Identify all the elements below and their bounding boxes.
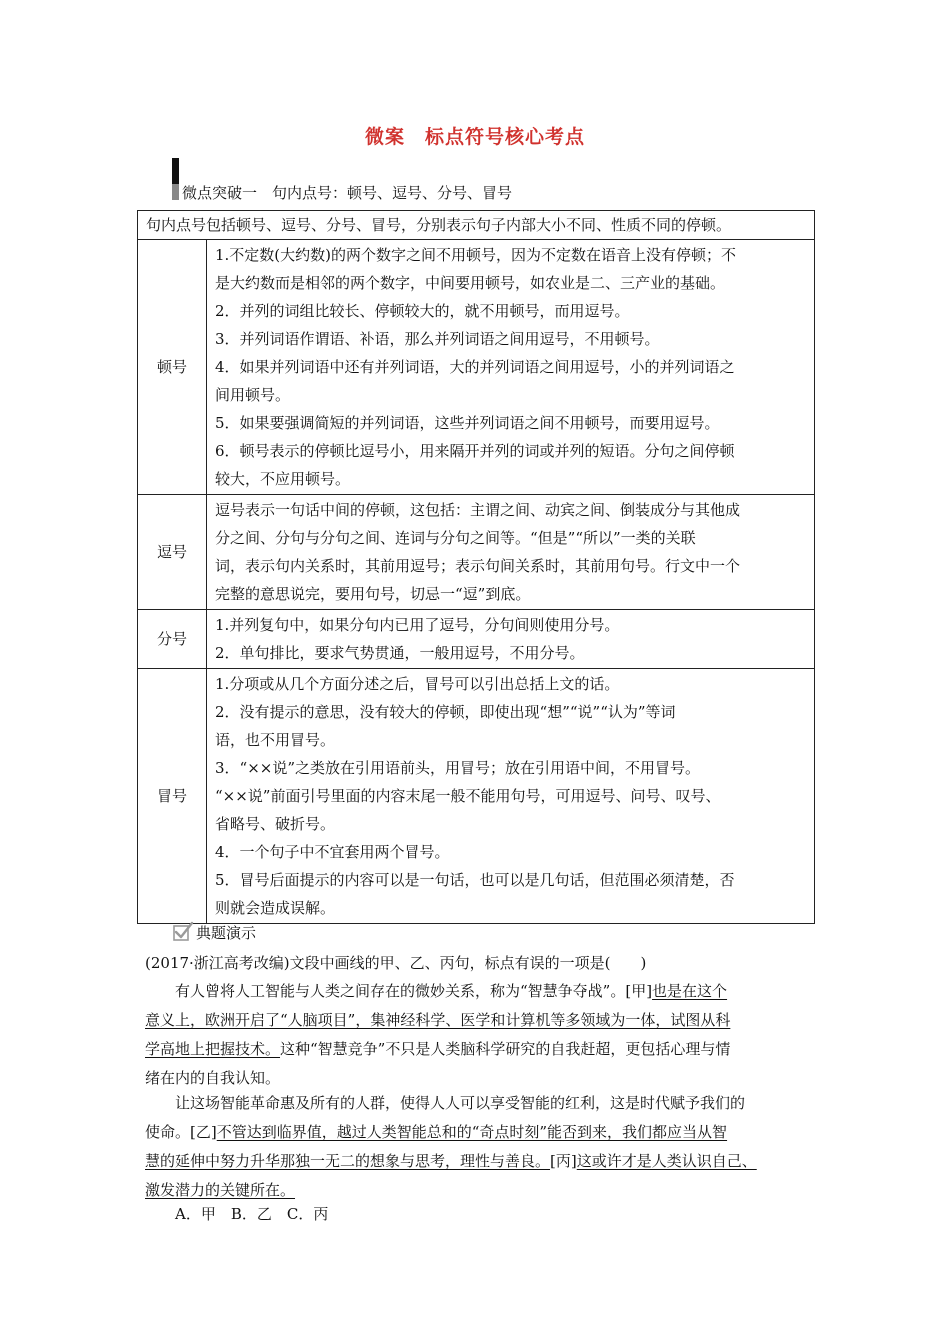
- demo-heading: [172, 921, 256, 943]
- passage-paragraph-1: [145, 977, 835, 1093]
- table-row: [138, 669, 815, 924]
- content-line: 则就会造成误解。: [215, 899, 336, 917]
- passage-line: [145, 1147, 835, 1176]
- row-label-maohao: 冒号: [138, 669, 207, 924]
- passage-line: [145, 1118, 835, 1147]
- table-row: [138, 610, 815, 669]
- underlined-sentence-yi: 慧的延伸中努力升华那独一无二的想象与思考，理性与善良。: [145, 1152, 551, 1170]
- content-line: 词，表示句内关系时，其前用逗号；表示句间关系时，其前用句号。行文中一个: [215, 557, 741, 575]
- passage-text: 绪在内的自我认知。: [145, 1069, 281, 1087]
- content-line: 省略号、破折号。: [215, 815, 336, 833]
- content-line: 3．并列词语作谓语、补语，那么并列词语之间用逗号，不用顿号。: [215, 330, 660, 348]
- content-line: 分之间、分句与分句之间、连词与分句之间等。“但是”“所以”一类的关联: [215, 529, 696, 547]
- content-line: 逗号表示一句话中间的停顿，这包括：主谓之间、动宾之间、倒装成分与其他成: [215, 501, 741, 519]
- demo-heading-text: 典题演示: [196, 923, 257, 942]
- page-title: 微案 标点符号核心考点: [364, 126, 585, 148]
- content-line: 是大约数而是相邻的两个数字，中间要用顿号，如农业是二、三产业的基础。: [215, 274, 726, 292]
- passage-line: [145, 977, 835, 1006]
- question-stem: (2017·浙江高考改编)文段中画线的甲、乙、丙句，标点有误的一项是( ): [145, 954, 647, 972]
- underlined-sentence-bing: 激发潜力的关键所在。: [145, 1181, 296, 1199]
- row-content-douhao: [207, 495, 815, 610]
- content-line: 完整的意思说完，要用句号，切忌一“逗”到底。: [215, 585, 531, 603]
- passage-text: 有人曾将人工智能与人类之间存在的微妙关系，称为“智慧争夺战”。[甲]: [175, 982, 653, 1000]
- content-line: 语，也不用冒号。: [215, 731, 336, 749]
- section-marker-icon: [172, 158, 179, 200]
- passage-text: [丙]: [550, 1152, 577, 1170]
- content-line: 1.并列复句中，如果分句内已用了逗号，分句间则使用分号。: [215, 616, 620, 634]
- underlined-sentence-jia: 意义上，欧洲开启了“人脑项目”，集神经科学、医学和计算机等多领域为一体，试图从科: [145, 1011, 731, 1029]
- underlined-sentence-jia: 也是在这个: [652, 982, 728, 1000]
- content-line: 2．并列的词组比较长、停顿较大的，就不用顿号，而用逗号。: [215, 302, 630, 320]
- content-line: 5．冒号后面提示的内容可以是一句话，也可以是几句话，但范围必须清楚，否: [215, 871, 735, 889]
- row-label-fenhao: 分号: [138, 610, 207, 669]
- table-row: [138, 240, 815, 495]
- passage-text: 让这场智能革命惠及所有的人群，使得人人可以享受智能的红利，这是时代赋予我们的: [175, 1094, 746, 1112]
- content-line: 4．一个句子中不宜套用两个冒号。: [215, 843, 450, 861]
- content-line: 较大，不应用顿号。: [215, 470, 351, 488]
- content-line: 1.分项或从几个方面分述之后，冒号可以引出总括上文的话。: [215, 675, 620, 693]
- content-line: 2．没有提示的意思，没有较大的停顿，即使出现“想”“说”“认为”等词: [215, 703, 676, 721]
- passage-line: [145, 1089, 835, 1118]
- table-row: [138, 495, 815, 610]
- checkmark-icon: [172, 921, 194, 943]
- underlined-sentence-yi: 不管达到临界值，越过人类智能总和的“奇点时刻”能否到来，我们都应当从智: [216, 1123, 728, 1141]
- punctuation-table: [137, 210, 815, 924]
- content-line: 1.不定数(大约数)的两个数字之间不用顿号，因为不定数在语音上没有停顿；不: [215, 246, 737, 264]
- row-label-douhao: 逗号: [138, 495, 207, 610]
- content-line: “××说”前面引号里面的内容末尾一般不能用句号，可用逗号、问号、叹号、: [215, 787, 721, 805]
- underlined-sentence-bing: 这或许才是人类认识自己、: [576, 1152, 757, 1170]
- table-intro-row: [138, 211, 815, 240]
- row-content-fenhao: [207, 610, 815, 669]
- content-line: 2．单句排比，要求气势贯通，一般用逗号，不用分号。: [215, 644, 585, 662]
- passage-text: 这种“智慧竞争”不只是人类脑科学研究的自我赶超，更包括心理与情: [280, 1040, 731, 1058]
- content-line: 4．如果并列词语中还有并列词语，大的并列词语之间用逗号，小的并列词语之: [215, 358, 735, 376]
- passage-paragraph-2: [145, 1089, 835, 1205]
- underlined-sentence-jia: 学高地上把握技术。: [145, 1040, 281, 1058]
- content-line: 5．如果要强调简短的并列词语，这些并列词语之间不用顿号，而要用逗号。: [215, 414, 720, 432]
- answer-options: A．甲 B．乙 C．丙: [175, 1205, 329, 1223]
- section-heading-text: 微点突破一 句内点号：顿号、逗号、分号、冒号: [182, 184, 513, 202]
- content-line: 间用顿号。: [215, 386, 291, 404]
- passage-text: 使命。[乙]: [145, 1123, 217, 1141]
- passage-line: [145, 1006, 835, 1035]
- content-line: 6．顿号表示的停顿比逗号小，用来隔开并列的词或并列的短语。分句之间停顿: [215, 442, 735, 460]
- content-line: 3．“××说”之类放在引用语前头，用冒号；放在引用语中间，不用冒号。: [215, 759, 701, 777]
- row-label-dunhao: 顿号: [138, 240, 207, 495]
- row-content-dunhao: [207, 240, 815, 495]
- passage-line: [145, 1035, 835, 1064]
- row-content-maohao: [207, 669, 815, 924]
- table-intro: 句内点号包括顿号、逗号、分号、冒号，分别表示句子内部大小不同、性质不同的停顿。: [138, 211, 815, 240]
